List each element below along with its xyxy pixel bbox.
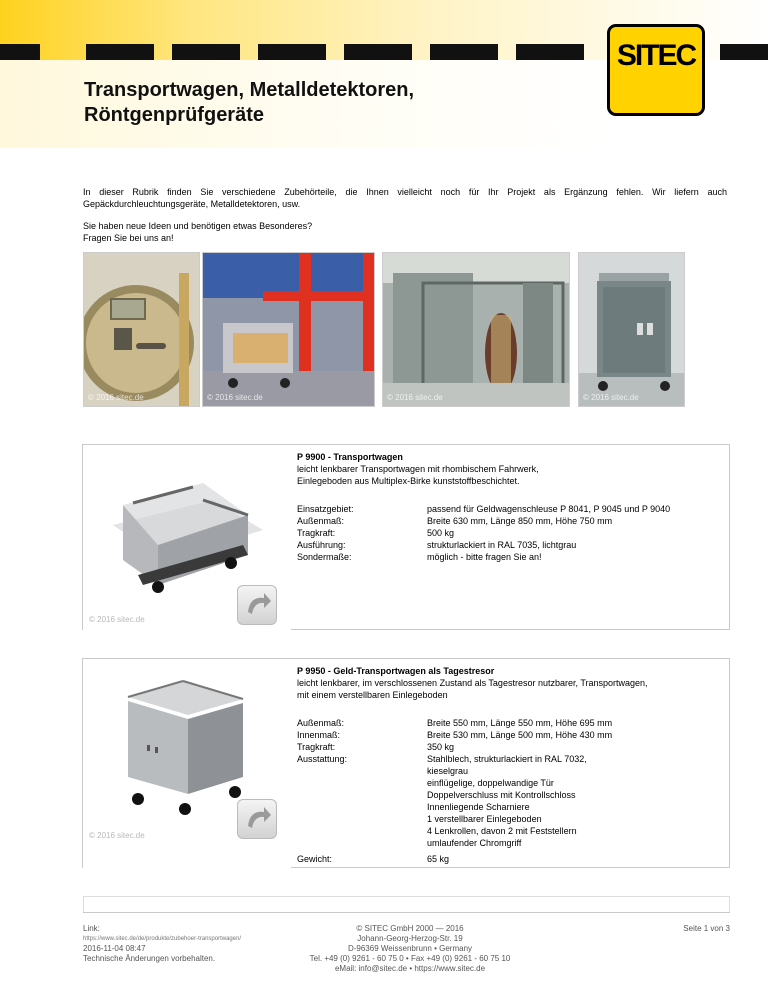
back-arrow-button[interactable] (237, 799, 277, 839)
footer-company: © SITEC GmbH 2000 — 2016 (356, 924, 464, 933)
page-title-line1: Transportwagen, Metalldetektoren, (84, 79, 415, 101)
spec-label: Innenmaß: (297, 730, 341, 740)
intro-question (83, 220, 483, 244)
product-title: P 9950 - Geld-Transportwagen als Tagestresor (297, 666, 495, 676)
back-arrow-button[interactable] (237, 585, 277, 625)
footer-company-info (280, 924, 540, 974)
spec-value: Stahlblech, strukturlackiert in RAL 7032, (427, 754, 587, 764)
intro-paragraph: In dieser Rubrik finden Sie verschiedene Zubehörteile, die Ihnen vielleicht noch für Ihr Projekt als Ergänzung fehlen. Wir liefern auch Gepäckdurchleuchtungsgeräte, Metalldetektoren, usw. (83, 187, 727, 209)
spec-label: Einsatzgebiet: (297, 504, 354, 514)
gallery-photo-transport-cart[interactable] (202, 252, 375, 407)
security-lock-image (383, 253, 570, 407)
footer-note: Technische Änderungen vorbehalten. (83, 954, 216, 963)
intro-cta-line: Fragen Sie bei uns an! (83, 233, 174, 243)
spec-value: 1 verstellbarer Einlegeboden (427, 814, 542, 824)
spec-value: passend für Geldwagenschleuse P 8041, P 9045 und P 9040 (427, 504, 671, 514)
page-title (84, 78, 564, 128)
header-dash (720, 44, 768, 60)
sitec-logo[interactable] (607, 24, 705, 116)
footer-link-label: Link: (83, 924, 100, 933)
footer-city: D-96369 Weissenbrunn • Germany (347, 944, 473, 953)
header-dash (172, 44, 240, 60)
spec-value: Breite 630 mm, Länge 850 mm, Höhe 750 mm (427, 516, 613, 526)
header-dash (86, 44, 154, 60)
footer-phone: Tel. +49 (0) 9261 - 60 75 0 • Fax +49 (0) 9261 - 60 75 10 (309, 954, 511, 963)
spec-labels (297, 503, 407, 563)
header-dash (258, 44, 326, 60)
intro-question-line: Sie haben neue Ideen und benötigen etwas Besonderes? (83, 221, 313, 231)
footer-email[interactable]: eMail: info@sitec.de • https://www.sitec.de (334, 964, 486, 973)
spec-value: Breite 550 mm, Länge 550 mm, Höhe 695 mm (427, 718, 613, 728)
page-title-line2: Röntgenprüfgeräte (84, 104, 264, 126)
footer-date: 2016-11-04 08:47 (83, 944, 146, 953)
footer-divider (83, 912, 730, 913)
header-dash (430, 44, 498, 60)
day-safe-image (579, 253, 685, 407)
product-card-p9900 (82, 444, 730, 630)
metal-detector-image (84, 253, 200, 407)
spec-values (427, 717, 727, 849)
product-desc-line: leicht lenkbarer Transportwagen mit rhombischem Fahrwerk, (297, 464, 539, 474)
product-watermark: © 2016 sitec.de (89, 615, 145, 624)
curved-arrow-icon (238, 800, 276, 838)
footer-street: Johann-Georg-Herzog-Str. 19 (357, 934, 463, 943)
spec-values (427, 503, 727, 563)
product-desc-line: mit einem verstellbaren Einlegeboden (297, 690, 448, 700)
header-dash (0, 44, 40, 60)
product-card-p9950 (82, 658, 730, 868)
spec-value: Breite 530 mm, Länge 500 mm, Höhe 430 mm (427, 730, 613, 740)
spec-label: Ausstattung: (297, 754, 348, 764)
spec-labels (297, 717, 407, 765)
gallery-photo-day-safe[interactable] (578, 252, 685, 407)
spec-value: strukturlackiert in RAL 7035, lichtgrau (427, 540, 577, 550)
next-card-stub (83, 896, 730, 912)
photo-watermark: © 2016 sitec.de (583, 393, 639, 402)
product-info (297, 451, 717, 487)
gallery-photo-security-lock[interactable] (382, 252, 570, 407)
product-desc-line: leicht lenkbarer, im verschlossenen Zustand als Tagestresor nutzbarer, Transportwagen, (297, 678, 648, 688)
footer-page-number: Seite 1 von 3 (683, 924, 730, 933)
curved-arrow-icon (238, 586, 276, 624)
spec-label: Sondermaße: (297, 552, 352, 562)
product-watermark: © 2016 sitec.de (89, 831, 145, 840)
spec-value: 500 kg (427, 528, 455, 538)
transport-cart-photo-image (203, 253, 375, 407)
photo-watermark: © 2016 sitec.de (387, 393, 443, 402)
spec-value: 350 kg (427, 742, 455, 752)
spec-label: Tragkraft: (297, 528, 336, 538)
weight-label: Gewicht: (297, 854, 333, 864)
photo-watermark: © 2016 sitec.de (88, 393, 144, 402)
weight-value: 65 kg (427, 854, 450, 864)
spec-label: Außenmaß: (297, 718, 345, 728)
spec-value: Doppelverschluss mit Kontrollschloss (427, 790, 576, 800)
footer-link[interactable]: https://www.sitec.de/de/produkte/zubehoer-transportwagen/ (83, 936, 242, 942)
product-info (297, 665, 717, 701)
product-title: P 9900 - Transportwagen (297, 452, 403, 462)
header-dash (516, 44, 584, 60)
spec-value: 4 Lenkrollen, davon 2 mit Feststellern (427, 826, 577, 836)
header-dash (344, 44, 412, 60)
spec-value: umlaufender Chromgriff (427, 838, 522, 848)
spec-value: möglich - bitte fragen Sie an! (427, 552, 542, 562)
spec-label: Außenmaß: (297, 516, 345, 526)
footer-left (83, 924, 303, 964)
spec-label: Ausführung: (297, 540, 346, 550)
product-desc-line: Einlegeboden aus Multiplex-Birke kunststoffbeschichtet. (297, 476, 520, 486)
logo-text: SITEC (616, 39, 696, 72)
gallery-photo-metal-detector[interactable] (83, 252, 200, 407)
spec-label: Tragkraft: (297, 742, 336, 752)
spec-value: Innenliegende Scharniere (427, 802, 530, 812)
spec-value: kieselgrau (427, 766, 469, 776)
photo-watermark: © 2016 sitec.de (207, 393, 263, 402)
spec-value: einflügelige, doppelwandige Tür (427, 778, 554, 788)
